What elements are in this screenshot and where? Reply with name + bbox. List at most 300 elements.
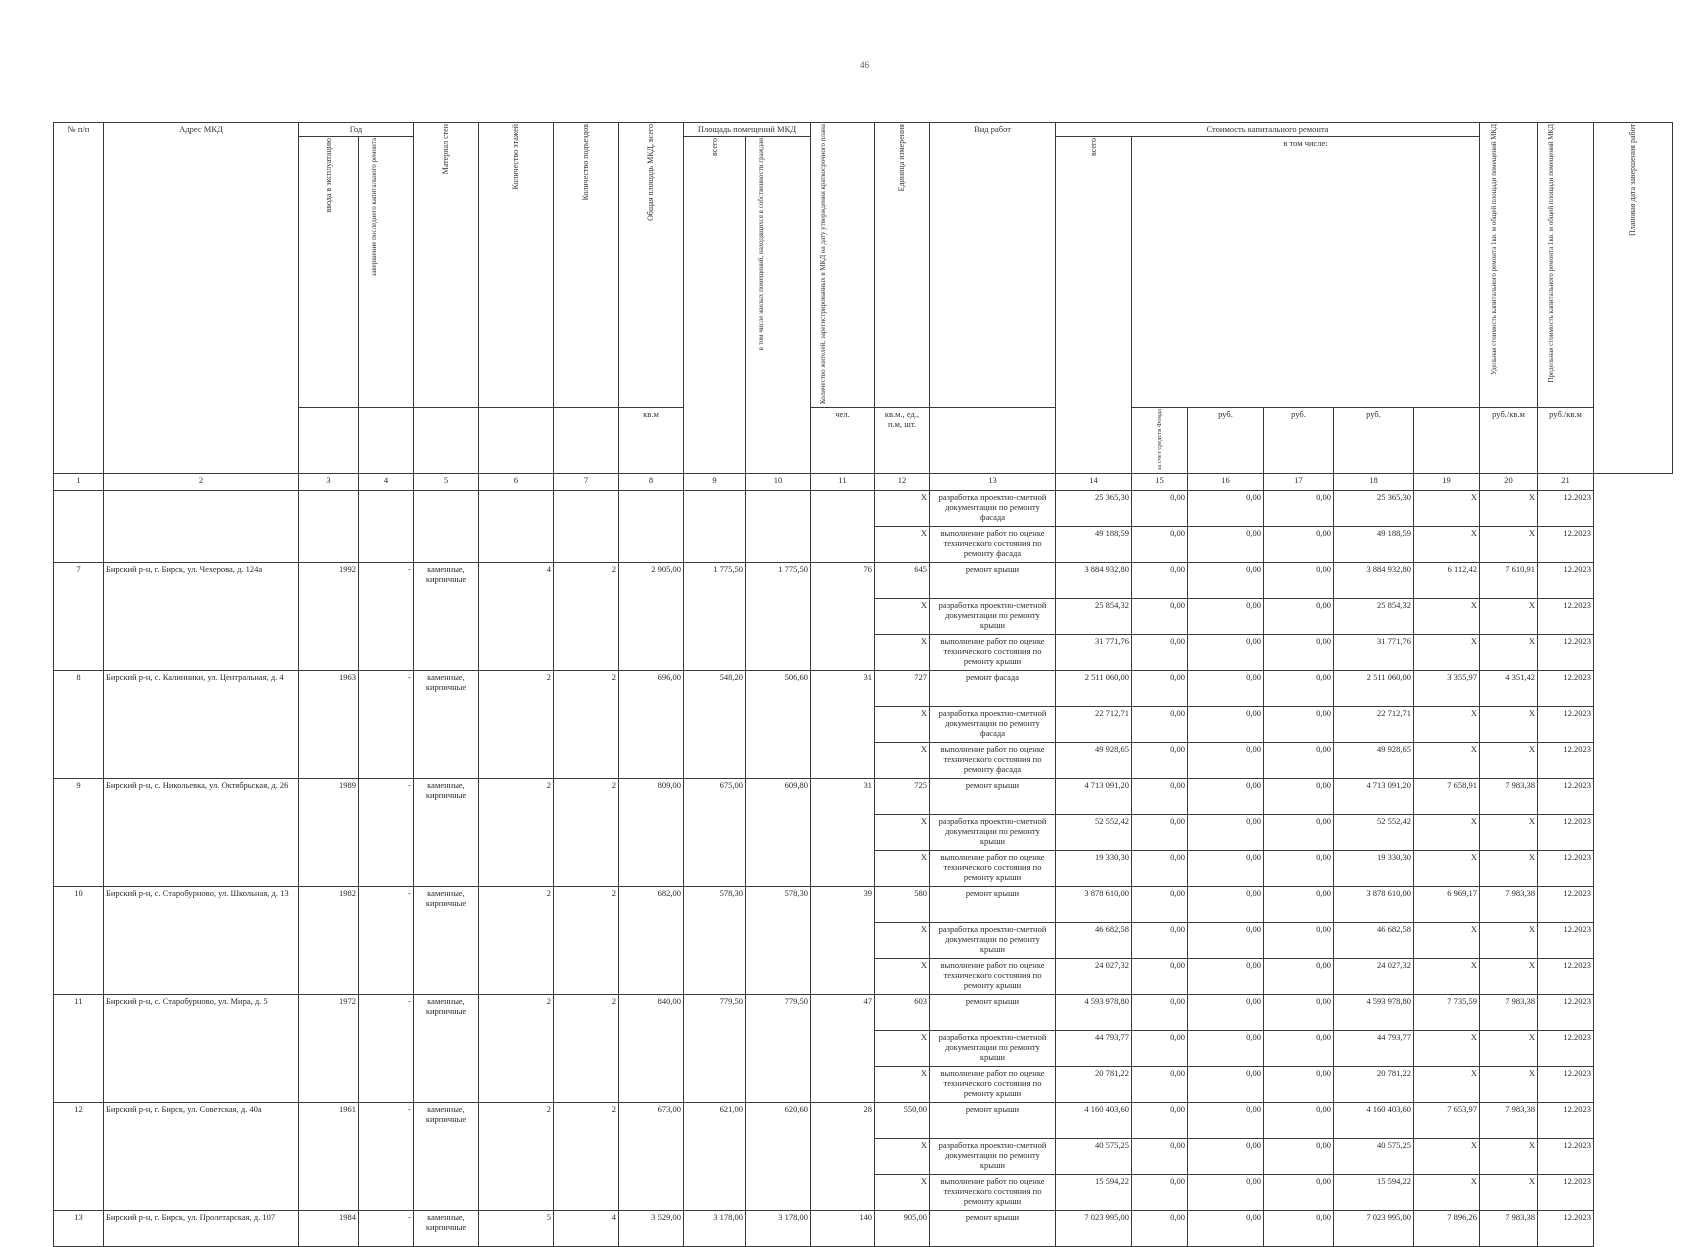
total-area: 696,00 <box>619 671 684 779</box>
work-type: выполнение работ по оценке технического состояния по ремонту фасада <box>930 527 1056 563</box>
column-number: 12 <box>875 474 930 491</box>
cost-owners: 2 511 060,00 <box>1334 671 1414 707</box>
unit-cost: 7 896,26 <box>1414 1211 1480 1247</box>
house-address: Бирский р-н, г. Бирск, ул. Советская, д. 40а <box>104 1103 299 1211</box>
hdr-max-cost: Предельная стоимость капитального ремонта 1кв. м общей площади помещений МКД <box>1538 123 1594 408</box>
column-number: 11 <box>811 474 875 491</box>
table-row <box>54 563 1673 599</box>
cost-fund: 0,00 <box>1132 923 1188 959</box>
max-cost: X <box>1480 1139 1538 1175</box>
work-volume: X <box>875 707 930 743</box>
unit-cost: X <box>1414 491 1480 527</box>
column-number: 6 <box>479 474 554 491</box>
cost-local: 0,00 <box>1264 1175 1334 1211</box>
cost-total: 24 027,32 <box>1056 959 1132 995</box>
year-repair: - <box>359 671 414 779</box>
residents-count: 28 <box>811 1103 875 1211</box>
wall-material: каменные, кирпичные <box>414 995 479 1103</box>
max-cost: X <box>1480 527 1538 563</box>
entrances-count: 2 <box>554 1103 619 1211</box>
unit-max-cost: руб./кв.м <box>1538 408 1594 474</box>
work-volume: X <box>875 599 930 635</box>
work-volume: X <box>875 491 930 527</box>
table-row <box>54 887 1673 923</box>
cost-fund: 0,00 <box>1132 707 1188 743</box>
unit-blank-5 <box>414 408 479 474</box>
work-type: ремонт крыши <box>930 563 1056 599</box>
work-volume: X <box>875 1067 930 1103</box>
unit-total-area: кв.м <box>619 408 684 474</box>
cost-owners: 22 712,71 <box>1334 707 1414 743</box>
unit-cost: 7 653,97 <box>1414 1103 1480 1139</box>
column-number: 9 <box>684 474 746 491</box>
hdr-floors: Количество этажей <box>479 123 554 408</box>
residential-area: 3 178,00 <box>746 1211 811 1247</box>
table-row <box>54 779 1673 815</box>
work-volume: 725 <box>875 779 930 815</box>
cost-fund: 0,00 <box>1132 599 1188 635</box>
max-cost: 7 983,38 <box>1480 887 1538 923</box>
entrances-count <box>554 491 619 563</box>
entrances-count: 2 <box>554 563 619 671</box>
cost-republic: 0,00 <box>1188 1067 1264 1103</box>
work-type: разработка проектно-сметной документации по ремонту крыши <box>930 1031 1056 1067</box>
cost-owners: 7 023 995,00 <box>1334 1211 1414 1247</box>
cost-republic: 0,00 <box>1188 887 1264 923</box>
column-number: 15 <box>1132 474 1188 491</box>
house-address: Бирский р-н, г. Бирск, ул. Чехерова, д. 124а <box>104 563 299 671</box>
deadline-date: 12.2023 <box>1538 563 1594 599</box>
cost-republic: 0,00 <box>1188 527 1264 563</box>
max-cost: 7 983,38 <box>1480 1103 1538 1139</box>
premises-area: 548,20 <box>684 671 746 779</box>
cost-total: 25 365,30 <box>1056 491 1132 527</box>
unit-cost: X <box>1414 815 1480 851</box>
cost-fund: 0,00 <box>1132 1103 1188 1139</box>
cost-local: 0,00 <box>1264 743 1334 779</box>
max-cost: X <box>1480 959 1538 995</box>
cost-owners: 4 713 091,20 <box>1334 779 1414 815</box>
unit-blank-13 <box>930 408 1056 474</box>
cost-total: 2 511 060,00 <box>1056 671 1132 707</box>
year-built: 1992 <box>299 563 359 671</box>
year-repair <box>359 491 414 563</box>
cost-republic: 0,00 <box>1188 1175 1264 1211</box>
work-volume: 603 <box>875 995 930 1031</box>
work-type: ремонт крыши <box>930 1103 1056 1139</box>
column-number: 14 <box>1056 474 1132 491</box>
cost-fund: 0,00 <box>1132 887 1188 923</box>
total-area <box>619 491 684 563</box>
cost-republic: 0,00 <box>1188 779 1264 815</box>
cost-republic: 0,00 <box>1188 995 1264 1031</box>
cost-fund: 0,00 <box>1132 491 1188 527</box>
house-number <box>54 491 104 563</box>
deadline-date: 12.2023 <box>1538 851 1594 887</box>
cost-fund: 0,00 <box>1132 779 1188 815</box>
cost-owners: 4 160 403,60 <box>1334 1103 1414 1139</box>
hdr-cost-group: Стоимость капитального ремонта <box>1056 123 1480 137</box>
unit-cost: X <box>1414 1067 1480 1103</box>
max-cost: 7 610,91 <box>1480 563 1538 599</box>
cost-owners: 19 330,30 <box>1334 851 1414 887</box>
wall-material: каменные, кирпичные <box>414 779 479 887</box>
cost-fund: 0,00 <box>1132 959 1188 995</box>
floors-count: 5 <box>479 1211 554 1247</box>
residents-count: 76 <box>811 563 875 671</box>
house-number: 10 <box>54 887 104 995</box>
table-row <box>54 1211 1673 1247</box>
hdr-year-repair: завершение последнего капитального ремонта <box>359 137 414 408</box>
column-number: 13 <box>930 474 1056 491</box>
total-area: 3 529,00 <box>619 1211 684 1247</box>
column-number: 8 <box>619 474 684 491</box>
cost-total: 20 781,22 <box>1056 1067 1132 1103</box>
year-repair: - <box>359 779 414 887</box>
cost-owners: 49 188,59 <box>1334 527 1414 563</box>
hdr-cost-total: всего <box>1056 137 1132 474</box>
cost-owners: 44 793,77 <box>1334 1031 1414 1067</box>
unit-cost: X <box>1414 599 1480 635</box>
unit-cost: X <box>1414 1139 1480 1175</box>
house-number: 11 <box>54 995 104 1103</box>
work-type: разработка проектно-сметной документации по ремонту крыши <box>930 1139 1056 1175</box>
work-type: ремонт фасада <box>930 671 1056 707</box>
deadline-date: 12.2023 <box>1538 491 1594 527</box>
cost-local: 0,00 <box>1264 1211 1334 1247</box>
hdr-n: № п/п <box>54 123 104 474</box>
house-number: 12 <box>54 1103 104 1211</box>
work-volume: 645 <box>875 563 930 599</box>
deadline-date: 12.2023 <box>1538 635 1594 671</box>
residential-area: 1 775,50 <box>746 563 811 671</box>
max-cost: X <box>1480 851 1538 887</box>
unit-cost: 6 969,17 <box>1414 887 1480 923</box>
wall-material: каменные, кирпичные <box>414 1211 479 1247</box>
floors-count: 2 <box>479 671 554 779</box>
year-repair: - <box>359 563 414 671</box>
cost-local: 0,00 <box>1264 491 1334 527</box>
cost-republic: 0,00 <box>1188 1139 1264 1175</box>
wall-material: каменные, кирпичные <box>414 563 479 671</box>
hdr-address: Адрес МКД <box>104 123 299 474</box>
cost-total: 4 160 403,60 <box>1056 1103 1132 1139</box>
hdr-cost-incl: в том числе: <box>1132 137 1480 408</box>
cost-local: 0,00 <box>1264 1139 1334 1175</box>
house-address: Бирский р-н, с. Старобурново, ул. Мира, д. 5 <box>104 995 299 1103</box>
unit-cost: X <box>1414 851 1480 887</box>
unit-cost: X <box>1414 1031 1480 1067</box>
hdr-walls: Материал стен <box>414 123 479 408</box>
cost-fund: 0,00 <box>1132 995 1188 1031</box>
unit-blank-4 <box>359 408 414 474</box>
work-volume: X <box>875 815 930 851</box>
total-area: 673,00 <box>619 1103 684 1211</box>
cost-local: 0,00 <box>1264 1031 1334 1067</box>
work-volume: X <box>875 1031 930 1067</box>
work-volume: 550,00 <box>875 1103 930 1139</box>
work-type: ремонт крыши <box>930 887 1056 923</box>
year-repair: - <box>359 1103 414 1211</box>
residents-count: 47 <box>811 995 875 1103</box>
cost-owners: 3 884 932,80 <box>1334 563 1414 599</box>
table-row <box>54 671 1673 707</box>
unit-cost: 3 355,97 <box>1414 671 1480 707</box>
unit-cost: X <box>1414 743 1480 779</box>
cost-owners: 3 878 610,00 <box>1334 887 1414 923</box>
hdr-year-group: Год <box>299 123 414 137</box>
unit-cost: X <box>1414 635 1480 671</box>
cost-fund: 0,00 <box>1132 1211 1188 1247</box>
column-number: 2 <box>104 474 299 491</box>
cost-republic: 0,00 <box>1188 491 1264 527</box>
max-cost: X <box>1480 707 1538 743</box>
hdr-year-built: ввода в эксплуатацию <box>299 137 359 408</box>
cost-local: 0,00 <box>1264 1067 1334 1103</box>
cost-local: 0,00 <box>1264 815 1334 851</box>
deadline-date: 12.2023 <box>1538 995 1594 1031</box>
unit-cost-fund: за счет средств Фонда <box>1132 408 1188 474</box>
work-type: выполнение работ по оценке технического состояния по ремонту фасада <box>930 743 1056 779</box>
cost-fund: 0,00 <box>1132 1175 1188 1211</box>
cost-total: 15 594,22 <box>1056 1175 1132 1211</box>
cost-local: 0,00 <box>1264 527 1334 563</box>
unit-blank-6 <box>479 408 554 474</box>
cost-fund: 0,00 <box>1132 1139 1188 1175</box>
cost-total: 52 552,42 <box>1056 815 1132 851</box>
cost-fund: 0,00 <box>1132 563 1188 599</box>
cost-republic: 0,00 <box>1188 815 1264 851</box>
work-volume: X <box>875 1139 930 1175</box>
hdr-premises-group: Площадь помещений МКД <box>684 123 811 137</box>
hdr-residents: Количество жителей, зарегистрированных в МКД на дату утверждения краткосрочного плана <box>811 123 875 408</box>
residents-count <box>811 491 875 563</box>
unit-residents: чел. <box>811 408 875 474</box>
cost-total: 49 188,59 <box>1056 527 1132 563</box>
year-repair: - <box>359 887 414 995</box>
entrances-count: 2 <box>554 995 619 1103</box>
cost-owners: 20 781,22 <box>1334 1067 1414 1103</box>
cost-owners: 4 593 978,80 <box>1334 995 1414 1031</box>
cost-republic: 0,00 <box>1188 599 1264 635</box>
table-body <box>54 123 1673 1247</box>
work-volume: X <box>875 959 930 995</box>
column-number: 3 <box>299 474 359 491</box>
residents-count: 39 <box>811 887 875 995</box>
cost-total: 31 771,76 <box>1056 635 1132 671</box>
floors-count: 2 <box>479 995 554 1103</box>
cost-total: 7 023 995,00 <box>1056 1211 1132 1247</box>
deadline-date: 12.2023 <box>1538 815 1594 851</box>
premises-area: 1 775,50 <box>684 563 746 671</box>
max-cost: X <box>1480 599 1538 635</box>
column-number: 7 <box>554 474 619 491</box>
cost-fund: 0,00 <box>1132 671 1188 707</box>
max-cost: X <box>1480 1031 1538 1067</box>
hdr-unit-cost: Удельная стоимость капитального ремонта 1кв. м общей площади помещений МКД <box>1480 123 1538 408</box>
total-area: 682,00 <box>619 887 684 995</box>
unit-cost: X <box>1414 707 1480 743</box>
work-volume: X <box>875 743 930 779</box>
cost-local: 0,00 <box>1264 959 1334 995</box>
max-cost: X <box>1480 923 1538 959</box>
residential-area <box>746 491 811 563</box>
year-built: 1984 <box>299 1211 359 1247</box>
cost-local: 0,00 <box>1264 671 1334 707</box>
hdr-deadline: Плановая дата завершения работ <box>1594 123 1673 474</box>
residential-area: 578,30 <box>746 887 811 995</box>
residential-area: 609,80 <box>746 779 811 887</box>
house-address: Бирский р-н, с. Никольевка, ул. Октябрьская, д. 26 <box>104 779 299 887</box>
cost-owners: 31 771,76 <box>1334 635 1414 671</box>
work-type: разработка проектно-сметной документации по ремонту фасада <box>930 707 1056 743</box>
unit-cost-local: руб. <box>1264 408 1334 474</box>
premises-area: 3 178,00 <box>684 1211 746 1247</box>
work-type: разработка проектно-сметной документации по ремонту фасада <box>930 491 1056 527</box>
deadline-date: 12.2023 <box>1538 1031 1594 1067</box>
cost-republic: 0,00 <box>1188 563 1264 599</box>
cost-republic: 0,00 <box>1188 923 1264 959</box>
residents-count: 31 <box>811 779 875 887</box>
column-number: 16 <box>1188 474 1264 491</box>
cost-local: 0,00 <box>1264 995 1334 1031</box>
residents-count: 140 <box>811 1211 875 1247</box>
cost-fund: 0,00 <box>1132 851 1188 887</box>
work-type: разработка проектно-сметной документации по ремонту крыши <box>930 815 1056 851</box>
entrances-count: 2 <box>554 887 619 995</box>
work-volume: 905,00 <box>875 1211 930 1247</box>
column-number: 10 <box>746 474 811 491</box>
premises-area: 578,30 <box>684 887 746 995</box>
deadline-date: 12.2023 <box>1538 599 1594 635</box>
cost-local: 0,00 <box>1264 635 1334 671</box>
work-type: выполнение работ по оценке технического состояния по ремонту крыши <box>930 1067 1056 1103</box>
max-cost: X <box>1480 1067 1538 1103</box>
max-cost: 7 983,38 <box>1480 779 1538 815</box>
residents-count: 31 <box>811 671 875 779</box>
cost-fund: 0,00 <box>1132 635 1188 671</box>
work-type: выполнение работ по оценке технического состояния по ремонту крыши <box>930 851 1056 887</box>
hdr-volume: Единица измерения <box>875 123 930 408</box>
floors-count <box>479 491 554 563</box>
year-repair: - <box>359 995 414 1103</box>
unit-cost: 7 658,91 <box>1414 779 1480 815</box>
hdr-work-type: Вид работ <box>930 123 1056 408</box>
column-number: 5 <box>414 474 479 491</box>
deadline-date: 12.2023 <box>1538 887 1594 923</box>
residential-area: 620,60 <box>746 1103 811 1211</box>
deadline-date: 12.2023 <box>1538 671 1594 707</box>
hdr-total-area: Общая площадь МКД, всего <box>619 123 684 408</box>
year-built: 1989 <box>299 779 359 887</box>
entrances-count: 2 <box>554 671 619 779</box>
cost-fund: 0,00 <box>1132 815 1188 851</box>
column-number: 20 <box>1480 474 1538 491</box>
cost-total: 46 682,58 <box>1056 923 1132 959</box>
cost-total: 25 854,32 <box>1056 599 1132 635</box>
cost-total: 3 884 932,80 <box>1056 563 1132 599</box>
cost-local: 0,00 <box>1264 779 1334 815</box>
house-address: Бирский р-н, с. Старобурново, ул. Школьная, д. 13 <box>104 887 299 995</box>
cost-owners: 15 594,22 <box>1334 1175 1414 1211</box>
max-cost: X <box>1480 491 1538 527</box>
house-address <box>104 491 299 563</box>
house-number: 9 <box>54 779 104 887</box>
page-number: 46 <box>860 60 869 70</box>
wall-material: каменные, кирпичные <box>414 671 479 779</box>
premises-area <box>684 491 746 563</box>
cost-republic: 0,00 <box>1188 671 1264 707</box>
work-type: разработка проектно-сметной документации по ремонту крыши <box>930 923 1056 959</box>
cost-total: 19 330,30 <box>1056 851 1132 887</box>
unit-cost: 6 112,42 <box>1414 563 1480 599</box>
house-number: 13 <box>54 1211 104 1247</box>
column-numbers-row <box>54 474 1673 491</box>
cost-owners: 24 027,32 <box>1334 959 1414 995</box>
total-area: 809,00 <box>619 779 684 887</box>
cost-owners: 25 854,32 <box>1334 599 1414 635</box>
cost-total: 49 928,65 <box>1056 743 1132 779</box>
work-volume: X <box>875 527 930 563</box>
work-volume: X <box>875 851 930 887</box>
table-row <box>54 995 1673 1031</box>
work-type: ремонт крыши <box>930 1211 1056 1247</box>
cost-republic: 0,00 <box>1188 959 1264 995</box>
cost-local: 0,00 <box>1264 599 1334 635</box>
year-built <box>299 491 359 563</box>
floors-count: 2 <box>479 887 554 995</box>
cost-republic: 0,00 <box>1188 1211 1264 1247</box>
house-address: Бирский р-н, с. Калинники, ул. Центральная, д. 4 <box>104 671 299 779</box>
cost-republic: 0,00 <box>1188 851 1264 887</box>
table-row <box>54 491 1673 527</box>
floors-count: 2 <box>479 779 554 887</box>
column-number: 18 <box>1334 474 1414 491</box>
cost-owners: 40 575,25 <box>1334 1139 1414 1175</box>
cost-owners: 49 928,65 <box>1334 743 1414 779</box>
hdr-entrances: Количество подъездов <box>554 123 619 408</box>
year-repair: - <box>359 1211 414 1247</box>
max-cost: 7 983,38 <box>1480 995 1538 1031</box>
unit-blank-7 <box>554 408 619 474</box>
premises-area: 675,00 <box>684 779 746 887</box>
cost-republic: 0,00 <box>1188 1031 1264 1067</box>
unit-cost: X <box>1414 527 1480 563</box>
cost-republic: 0,00 <box>1188 635 1264 671</box>
cost-owners: 52 552,42 <box>1334 815 1414 851</box>
total-area: 840,00 <box>619 995 684 1103</box>
cost-total: 4 713 091,20 <box>1056 779 1132 815</box>
year-built: 1963 <box>299 671 359 779</box>
work-volume: 580 <box>875 887 930 923</box>
max-cost: X <box>1480 815 1538 851</box>
wall-material: каменные, кирпичные <box>414 1103 479 1211</box>
unit-cost: X <box>1414 959 1480 995</box>
unit-cost: 7 735,59 <box>1414 995 1480 1031</box>
total-area: 2 905,00 <box>619 563 684 671</box>
wall-material: каменные, кирпичные <box>414 887 479 995</box>
house-address: Бирский р-н, г. Бирск, ул. Пролетарская, д. 107 <box>104 1211 299 1247</box>
work-volume: X <box>875 923 930 959</box>
cost-owners: 46 682,58 <box>1334 923 1414 959</box>
work-type: ремонт крыши <box>930 995 1056 1031</box>
cost-fund: 0,00 <box>1132 527 1188 563</box>
floors-count: 2 <box>479 1103 554 1211</box>
max-cost: X <box>1480 1175 1538 1211</box>
deadline-date: 12.2023 <box>1538 1103 1594 1139</box>
repair-plan-table <box>53 122 1673 1247</box>
column-number: 17 <box>1264 474 1334 491</box>
